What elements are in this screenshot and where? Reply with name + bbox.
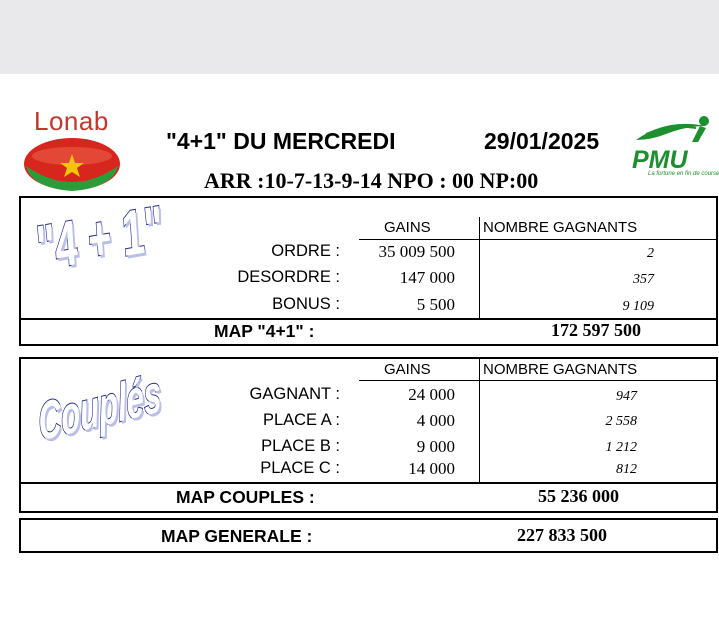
pmu-brand-text: PMU xyxy=(632,146,688,174)
map-couples-value: 55 236 000 xyxy=(538,486,619,506)
row-label-bonus: BONUS : xyxy=(272,295,340,313)
row-label-desordre: DESORDRE : xyxy=(237,268,340,286)
row-gains-place-a: 4 000 xyxy=(416,411,455,430)
row-gagnants-bonus: 9 109 xyxy=(622,299,654,314)
row-gagnants-gagnant: 947 xyxy=(616,389,637,404)
quatre-plus-un-decorative-title: "4 + 1" xyxy=(34,191,166,285)
pmu-slogan: La fortune en fin de course xyxy=(648,171,719,177)
row-gains-place-c: 14 000 xyxy=(408,459,455,478)
top-gray-bar xyxy=(0,0,719,74)
col-header-gains: GAINS xyxy=(384,361,431,378)
row-label-place-a: PLACE A : xyxy=(262,411,340,429)
map-generale-value: 227 833 500 xyxy=(517,525,607,545)
lonab-logo-icon xyxy=(22,136,122,192)
row-label-place-c: PLACE C : xyxy=(260,459,340,477)
header-underline xyxy=(359,239,718,240)
lonab-brand-text: Lonab xyxy=(34,106,109,136)
row-gagnants-place-b: 1 212 xyxy=(605,440,637,455)
map-quatre-plus-un-value: 172 597 500 xyxy=(551,320,641,340)
draw-date: 29/01/2025 xyxy=(484,128,600,154)
row-label-ordre: ORDRE : xyxy=(271,242,340,260)
column-divider xyxy=(479,359,480,482)
arrival-line: ARR :10-7-13-9-14 NPO : 00 NP:00 xyxy=(204,168,539,193)
map-couples-label: MAP COUPLES : xyxy=(176,487,315,507)
row-gains-gagnant: 24 000 xyxy=(408,385,455,404)
col-header-gagnants: NOMBRE GAGNANTS xyxy=(483,361,638,378)
row-gagnants-ordre: 2 xyxy=(647,246,654,261)
column-divider xyxy=(479,217,480,318)
row-gains-ordre: 35 009 500 xyxy=(378,242,455,261)
page-title: "4+1" DU MERCREDI xyxy=(166,128,396,154)
couples-decorative-title: Couplés xyxy=(36,363,164,453)
row-gagnants-place-a: 2 558 xyxy=(605,414,637,429)
row-label-place-b: PLACE B : xyxy=(261,437,340,455)
row-label-gagnant: GAGNANT : xyxy=(249,385,340,403)
row-gains-desordre: 147 000 xyxy=(399,268,455,287)
generale-box xyxy=(19,518,718,553)
row-gagnants-desordre: 357 xyxy=(633,272,654,287)
row-gagnants-place-c: 812 xyxy=(616,462,637,477)
row-gains-place-b: 9 000 xyxy=(416,437,455,456)
col-header-gagnants: NOMBRE GAGNANTS xyxy=(483,219,638,236)
map-quatre-plus-un-label: MAP "4+1" : xyxy=(214,321,315,341)
col-header-gains: GAINS xyxy=(384,219,431,236)
map-generale-label: MAP GENERALE : xyxy=(161,526,313,546)
row-gains-bonus: 5 500 xyxy=(416,295,455,314)
header-underline xyxy=(359,380,718,381)
couples-divider xyxy=(19,482,718,484)
